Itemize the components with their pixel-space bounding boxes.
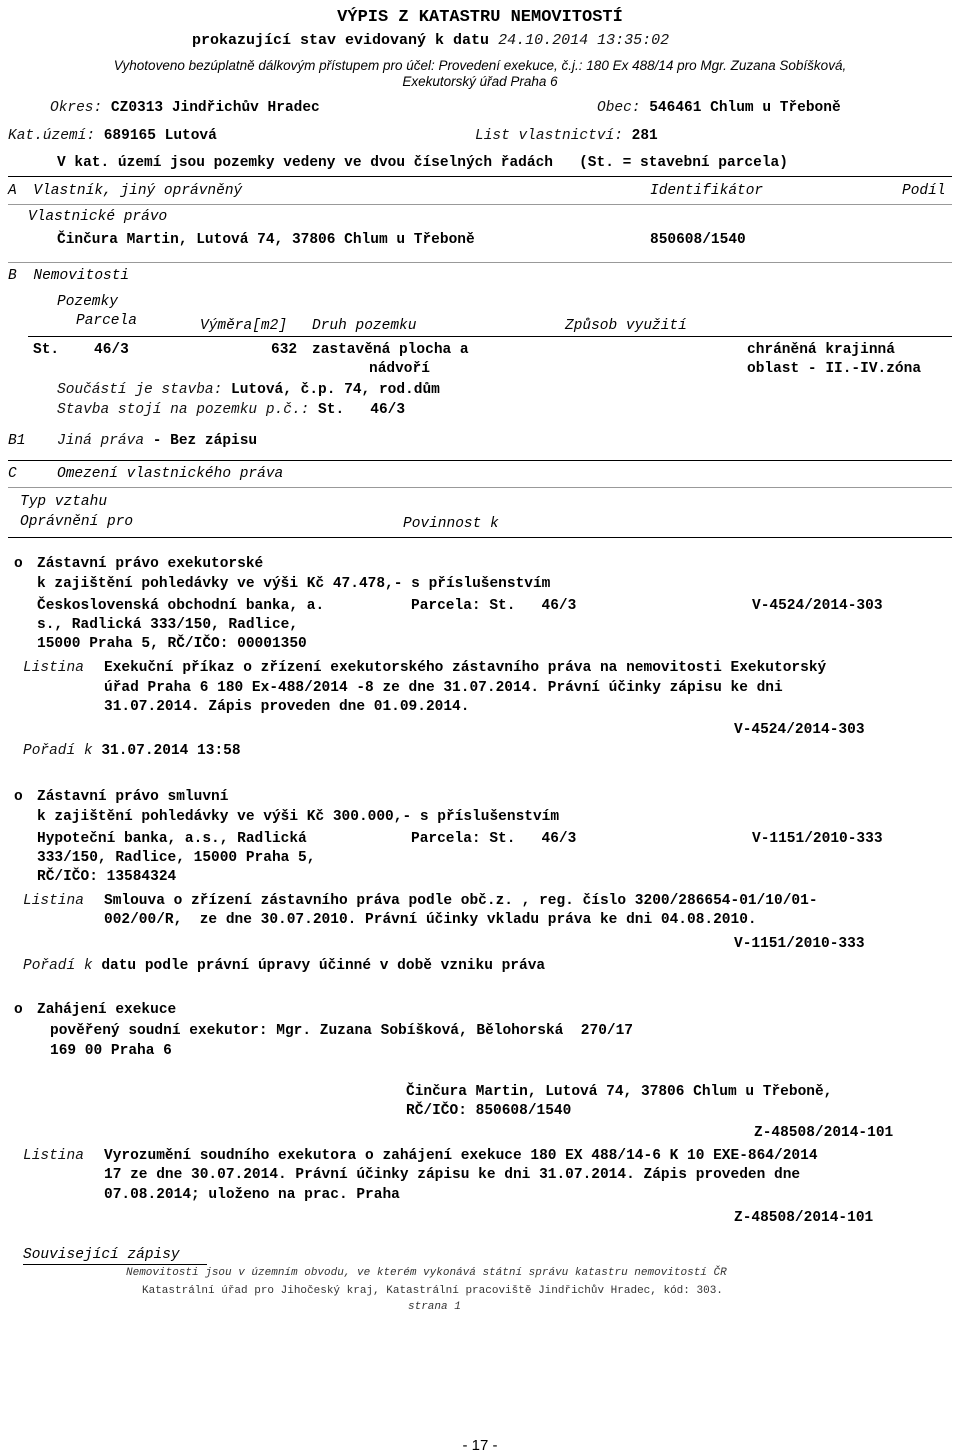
entry-1-party-3: 15000 Praha 5, RČ/IČO: 00001350 [37, 636, 307, 652]
entry-2-title: Zástavní právo smluvní [37, 789, 229, 805]
entry-1-ref: V-4524/2014-303 [752, 598, 883, 614]
section-c-letter: C [8, 466, 17, 482]
stavba-label: Stavba stojí na pozemku p.č.: [57, 402, 310, 418]
entry-1-poradi-label: Pořadí k [23, 743, 93, 759]
katuzemi-label: Kat.území: [8, 128, 96, 144]
parcel-druh-2: nádvoří [369, 361, 430, 377]
entry-1-listina-3: 31.07.2014. Zápis proveden dne 01.09.2014. [104, 699, 470, 715]
entry-3-ref: Z-48508/2014-101 [754, 1125, 894, 1141]
entry-1-listina-1: Exekuční příkaz o zřízení exekutorského zástavního práva na nemovitosti Exekutorský [104, 660, 827, 676]
katuzemi-value: 689165 Lutová [103, 128, 217, 144]
footer-strana: strana 1 [408, 1301, 461, 1313]
divider [28, 336, 952, 337]
katuzemi-row [8, 128, 217, 144]
stavba-row [57, 402, 405, 418]
section-a-letter: A [8, 183, 17, 199]
section-a-title: Vlastník, jiný oprávněný [33, 183, 243, 199]
page-number: - 17 - [462, 1437, 498, 1454]
list-row [475, 128, 658, 144]
entry-1-bullet: o [14, 556, 23, 572]
entry-1-poradi [23, 743, 241, 759]
entry-3-owner-1: Činčura Martin, Lutová 74, 37806 Chlum u Třeboně, [406, 1084, 833, 1100]
section-b-letter: B [8, 268, 17, 284]
divider [8, 176, 952, 177]
list-value: 281 [631, 128, 658, 144]
entry-2-party-2: 333/150, Radlice, 15000 Praha 5, [37, 850, 316, 866]
entry-1-party-1: Československá obchodní banka, a. [37, 598, 325, 614]
entry-3-listina-2: 17 ze dne 30.07.2014. Právní účinky zápisu ke dni 31.07.2014. Zápis proveden dne [104, 1167, 801, 1183]
zpusob-vyuziti-header: Způsob využití [565, 318, 687, 334]
entry-2-listina-2: 002/00/R, ze dne 30.07.2010. Právní účinky vkladu práva ke dni 04.08.2010. [104, 912, 757, 928]
obec-row [597, 100, 841, 116]
parcel-ochrana-2: oblast - II.-IV.zóna [747, 361, 922, 377]
parcela-header: Parcela [76, 313, 137, 329]
section-b-header [8, 268, 129, 284]
divider [8, 204, 952, 205]
entry-2-party-3: RČ/IČO: 13584324 [37, 869, 177, 885]
entry-2-poradi [23, 958, 545, 974]
okres-row [50, 100, 320, 116]
pozemky-label: Pozemky [57, 294, 118, 310]
parcel-area: 632 [271, 342, 298, 358]
vymera-header: Výměra[m2] [200, 318, 288, 334]
footer-note-1: Nemovitosti jsou v územním obvodu, ve kterém vykonává státní správu katastru nemovitostí ČR [126, 1267, 727, 1279]
owner-name: Činčura Martin, Lutová 74, 37806 Chlum u Třeboně [57, 232, 475, 248]
document-title: VÝPIS Z KATASTRU NEMOVITOSTÍ [337, 8, 623, 27]
okres-label: Okres: [50, 100, 103, 116]
entry-3-ref-2: Z-48508/2014-101 [734, 1210, 874, 1226]
section-c-title: Omezení vlastnického práva [57, 466, 284, 482]
entry-3-owner-2: RČ/IČO: 850608/1540 [406, 1103, 572, 1119]
divider [23, 1264, 207, 1265]
stavba-value: St. 46/3 [318, 402, 406, 418]
entry-1-party-2: s., Radlická 333/150, Radlice, [37, 617, 299, 633]
issued-line-1: Vyhotoveno bezúplatně dálkovým přístupem pro účel: Provedení exekuce, č.j.: 180 Ex 488/14 pro Mgr. Zuzana Sobíšková, [113, 58, 847, 73]
typ-vztahu-header: Typ vztahu [20, 494, 108, 510]
document-subtitle [192, 32, 669, 49]
owner-identifier: 850608/1540 [650, 232, 746, 248]
entry-2-ref-2: V-1151/2010-333 [734, 936, 865, 952]
entry-3-executor-2: 169 00 Praha 6 [50, 1043, 172, 1059]
entry-3-title: Zahájení exekuce [37, 1002, 177, 1018]
obec-value: 546461 Chlum u Třeboně [649, 100, 841, 116]
entry-2-listina-1: Smlouva o zřízení zástavního práva podle obč.z. , reg. číslo 3200/286654-01/10/01- [104, 893, 818, 909]
entry-2-listina-label: Listina [23, 893, 84, 909]
parcel-prefix: St. [33, 342, 60, 358]
cadastre-note: V kat. území jsou pozemky vedeny ve dvou číselných řadách (St. = stavební parcela) [57, 155, 788, 171]
divider [8, 460, 952, 461]
souvisejici-zapisy-label: Související zápisy [23, 1247, 180, 1263]
entry-2-claim: k zajištění pohledávky ve výši Kč 300.000,- s příslušenstvím [37, 809, 560, 825]
section-b1-value: - Bez zápisu [152, 433, 258, 449]
vlastnicke-pravo-label: Vlastnické právo [28, 209, 168, 225]
section-b1-title: Jiná práva [57, 433, 145, 449]
povinnost-k-header: Povinnost k [403, 516, 499, 532]
entry-3-listina-3: 07.08.2014; uloženo na prac. Praha [104, 1187, 400, 1203]
soucasti-value: Lutová, č.p. 74, rod.dům [231, 382, 440, 398]
entry-2-parcel: Parcela: St. 46/3 [411, 831, 577, 847]
footer-note-2: Katastrální úřad pro Jihočeský kraj, Katastrální pracoviště Jindřichův Hradec, kód: 303. [142, 1285, 723, 1297]
entry-3-listina-label: Listina [23, 1148, 84, 1164]
entry-2-bullet: o [14, 789, 23, 805]
section-a-header [8, 183, 242, 199]
opravneni-pro-header: Oprávnění pro [20, 514, 134, 530]
parcel-ochrana-1: chráněná krajinná [747, 342, 895, 358]
soucasti-label: Součástí je stavba: [57, 382, 223, 398]
entry-1-listina-2: úřad Praha 6 180 Ex-488/2014 -8 ze dne 31.07.2014. Právní účinky zápisu ke dni [104, 680, 783, 696]
entry-1-ref-2: V-4524/2014-303 [734, 722, 865, 738]
entry-2-poradi-label: Pořadí k [23, 958, 93, 974]
obec-label: Obec: [597, 100, 641, 116]
subtitle-date: 24.10.2014 13:35:02 [498, 32, 670, 49]
subtitle-label: prokazující stav evidovaný k datu [192, 32, 490, 49]
parcel-druh-1: zastavěná plocha a [312, 342, 469, 358]
entry-2-ref: V-1151/2010-333 [752, 831, 883, 847]
okres-value: CZ0313 Jindřichův Hradec [110, 100, 320, 116]
section-b-title: Nemovitosti [33, 268, 130, 284]
soucasti-row [57, 382, 440, 398]
entry-3-bullet: o [14, 1002, 23, 1018]
entry-2-poradi-value: datu podle právní úpravy účinné v době vzniku práva [101, 958, 546, 974]
entry-1-claim: k zajištění pohledávky ve výši Kč 47.478,- s příslušenstvím [37, 576, 551, 592]
entry-3-listina-1: Vyrozumění soudního exekutora o zahájení exekuce 180 EX 488/14-6 K 10 EXE-864/2014 [104, 1148, 818, 1164]
entry-1-poradi-value: 31.07.2014 13:58 [101, 743, 241, 759]
divider [8, 487, 952, 488]
entry-1-listina-label: Listina [23, 660, 84, 676]
identifikator-header: Identifikátor [650, 183, 764, 199]
divider [8, 537, 952, 538]
druh-header: Druh pozemku [312, 318, 417, 334]
podil-header: Podíl [902, 183, 946, 199]
entry-2-party-1: Hypoteční banka, a.s., Radlická [37, 831, 307, 847]
divider [8, 262, 952, 263]
entry-1-parcel: Parcela: St. 46/3 [411, 598, 577, 614]
issued-line-2: Exekutorský úřad Praha 6 [402, 74, 558, 89]
parcel-number: 46/3 [94, 342, 129, 358]
section-b1-letter: B1 [8, 433, 26, 449]
section-b1-row [57, 433, 257, 449]
entry-3-executor-1: pověřený soudní exekutor: Mgr. Zuzana Sobíšková, Bělohorská 270/17 [50, 1023, 633, 1039]
list-label: List vlastnictví: [475, 128, 623, 144]
entry-1-title: Zástavní právo exekutorské [37, 556, 264, 572]
